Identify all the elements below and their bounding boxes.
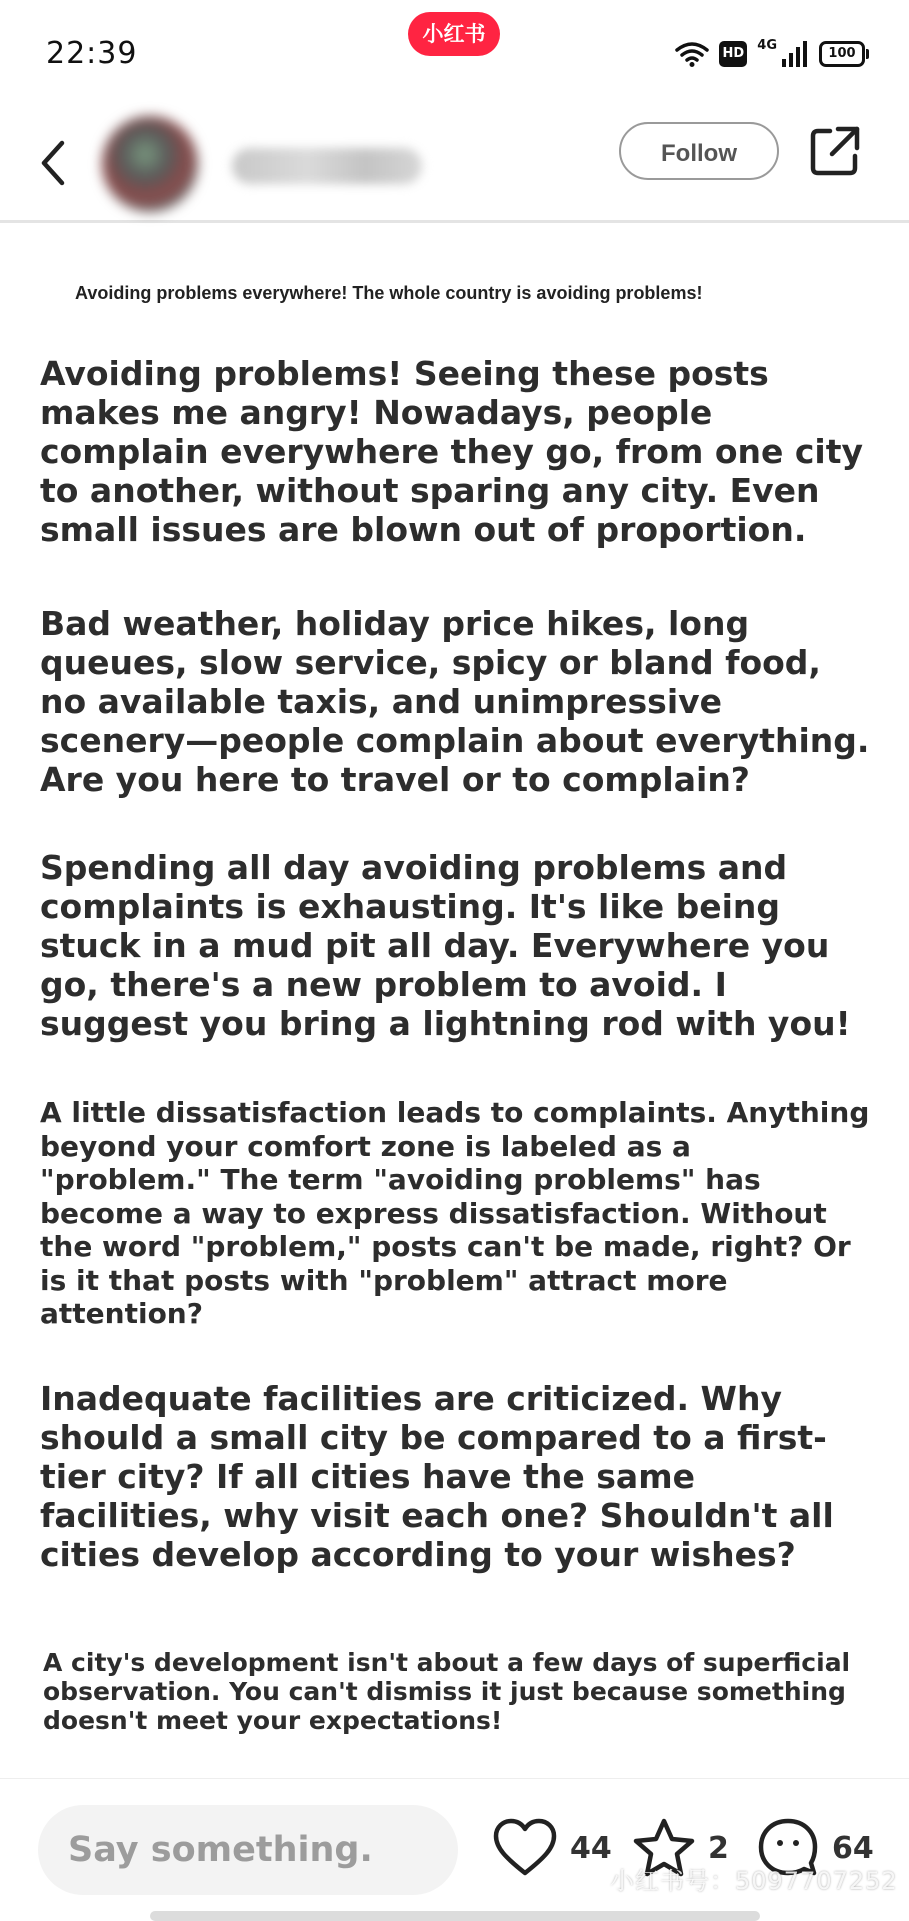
hd-badge: HD (719, 41, 747, 67)
chevron-left-icon (38, 139, 68, 187)
post-paragraph: A little dissatisfaction leads to complaints. Anything beyond your comfort zone is labeled as a "problem." The term "avoiding problems" has become a way to express dissatisfaction. Without the word "problem," posts can't be made, right? Or is it that posts with "problem" attract more attention? (40, 1096, 870, 1330)
share-button[interactable] (808, 124, 862, 178)
post-paragraph: Inadequate facilities are criticized. Why should a small city be compared to a first-tier city? If all cities have the same facilities, why visit each one? Shouldn't all cities develop according to your wishes? (40, 1379, 834, 1574)
comment-icon (756, 1817, 820, 1879)
comment-input[interactable] (38, 1805, 458, 1895)
status-icons (675, 38, 865, 70)
share-icon (808, 124, 862, 178)
post-paragraph: Spending all day avoiding problems and complaints is exhausting. It's like being stuck in a mud pit all day. Everywhere you go, there's a new problem to avoid. I suggest you bring a lightning rod with you! (40, 848, 851, 1043)
like-button[interactable] (492, 1815, 612, 1881)
post-paragraph: Avoiding problems! Seeing these posts makes me angry! Nowadays, people complain everywhere they go, from one city to another, without sparing any city. Even small issues are blown out of proportion. (40, 354, 864, 549)
post-paragraph: A city's development isn't about a few days of superficial observation. You can't dismiss it just because something doesn't meet your expectations! (43, 1648, 851, 1735)
post-header (0, 110, 909, 223)
post-subtitle: Avoiding problems everywhere! The whole country is avoiding problems! (75, 283, 703, 303)
heart-icon (492, 1818, 558, 1878)
status-time: 22:39 (46, 36, 138, 71)
avatar[interactable] (102, 116, 198, 212)
network-type: 4G (757, 38, 777, 53)
like-count: 44 (570, 1830, 612, 1866)
post-content (0, 223, 909, 1778)
collect-button[interactable] (632, 1815, 729, 1881)
bottom-action-bar (0, 1778, 909, 1921)
star-icon (632, 1817, 696, 1879)
comment-count: 64 (832, 1830, 874, 1866)
signal-icon (781, 41, 809, 67)
status-bar (0, 0, 909, 110)
post-paragraph: Bad weather, holiday price hikes, long queues, slow service, spicy or bland food, no available taxis, and unimpressive scenery—people complain about everything. Are you here to travel or to complain? (40, 604, 870, 799)
follow-button[interactable]: Follow (619, 122, 779, 180)
brand-logo: 小红书 (408, 12, 500, 56)
battery-indicator: 100 (819, 41, 865, 67)
back-button[interactable] (28, 128, 78, 198)
watermark: 小红书号：5097707252 (610, 1867, 898, 1895)
comment-button[interactable] (756, 1815, 874, 1881)
username[interactable] (232, 148, 422, 184)
collect-count: 2 (708, 1830, 729, 1866)
wifi-icon (675, 41, 709, 67)
